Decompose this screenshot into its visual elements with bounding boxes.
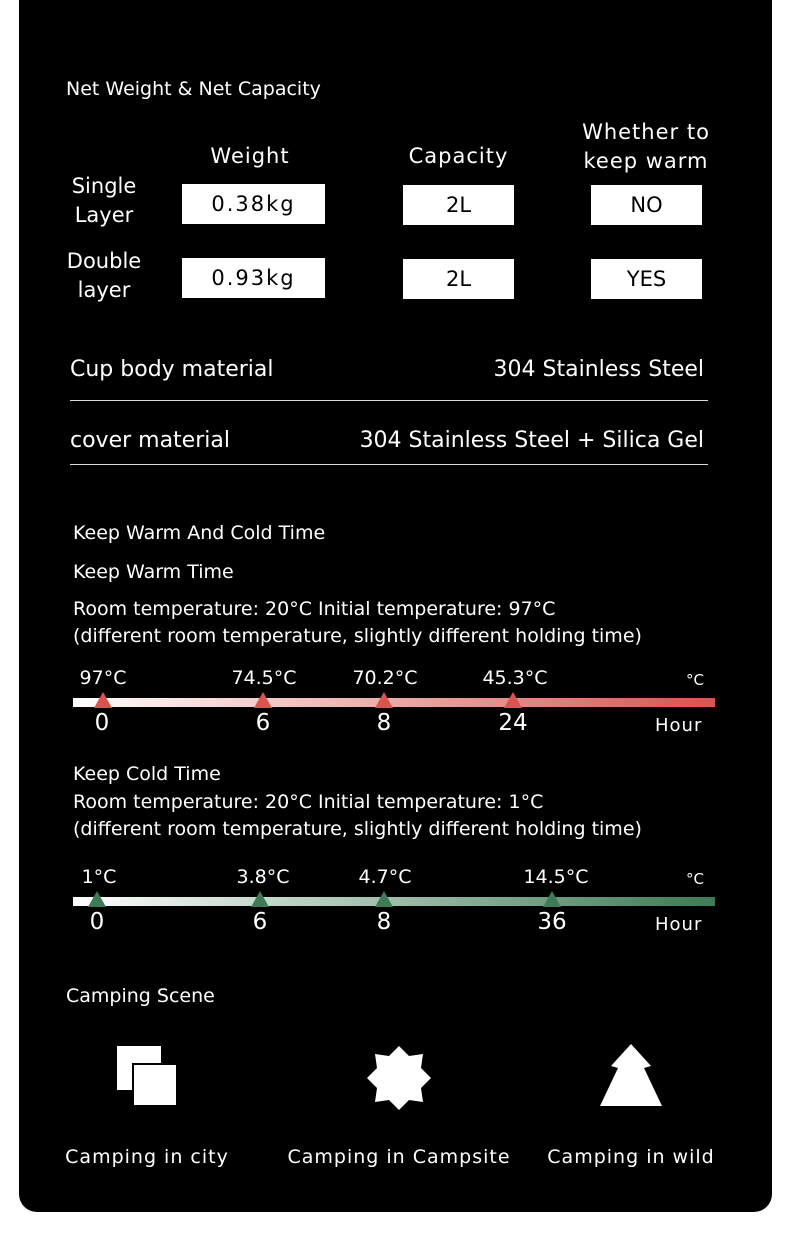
warm-temp-3: 45.3°C <box>482 667 548 689</box>
camping-city-label: Camping in city <box>65 1146 229 1168</box>
single-layer-label-line1: Single <box>71 174 137 198</box>
single-capacity-value: 2L <box>403 185 514 225</box>
material-divider-1 <box>70 400 708 401</box>
warm-marker-1 <box>254 692 272 708</box>
cover-material-label: cover material <box>70 428 230 453</box>
warm-condition: Room temperature: 20°C Initial temperature: 97°C <box>73 598 556 620</box>
city-squares-icon <box>117 1044 179 1108</box>
cold-hour-label: Hour <box>655 914 703 935</box>
keep-warm-header <box>571 118 721 176</box>
spec-card <box>19 0 772 1212</box>
campsite-star-icon <box>367 1046 431 1110</box>
camping-title: Camping Scene <box>66 985 215 1007</box>
single-layer-label-line2: Layer <box>74 203 134 227</box>
double-keep-warm-value: YES <box>591 259 702 299</box>
camping-wild-label: Camping in wild <box>547 1146 715 1168</box>
cup-body-material-label: Cup body material <box>70 357 274 382</box>
cold-hour-1: 6 <box>252 909 268 935</box>
cold-temp-unit: °C <box>686 870 704 888</box>
cold-hour-2: 8 <box>376 909 392 935</box>
weight-header: Weight <box>210 144 290 168</box>
warm-note: (different room temperature, slightly different holding time) <box>73 625 642 647</box>
cold-marker-2 <box>375 891 393 907</box>
material-divider-2 <box>70 464 708 465</box>
warm-marker-0 <box>94 692 112 708</box>
warm-marker-3 <box>504 692 522 708</box>
keep-warm-header-line1: Whether to <box>582 120 710 144</box>
warm-gradient-bar <box>73 698 715 707</box>
net-section-title: Net Weight & Net Capacity <box>66 78 321 100</box>
cold-condition: Room temperature: 20°C Initial temperature: 1°C <box>73 791 544 813</box>
warm-hour-0: 0 <box>94 710 110 736</box>
warm-temp-2: 70.2°C <box>352 667 418 689</box>
cold-temp-0: 1°C <box>81 866 117 888</box>
warm-hour-1: 6 <box>255 710 271 736</box>
double-layer-label <box>54 247 154 305</box>
cold-note: (different room temperature, slightly different holding time) <box>73 818 642 840</box>
keep-warm-title: Keep Warm Time <box>73 561 234 583</box>
cold-temp-2: 4.7°C <box>358 866 412 888</box>
keep-warm-header-line2: keep warm <box>583 149 709 173</box>
warm-marker-2 <box>375 692 393 708</box>
warm-hour-2: 8 <box>376 710 392 736</box>
cold-marker-3 <box>543 891 561 907</box>
cold-gradient-bar <box>73 897 715 906</box>
double-capacity-value: 2L <box>403 259 514 299</box>
warm-temp-1: 74.5°C <box>231 667 297 689</box>
single-weight-value: 0.38kg <box>182 184 325 224</box>
capacity-header: Capacity <box>408 144 509 168</box>
cold-marker-1 <box>251 891 269 907</box>
double-layer-label-line2: layer <box>77 278 131 302</box>
camping-campsite-label: Camping in Campsite <box>287 1146 511 1168</box>
warm-hour-label: Hour <box>655 715 703 736</box>
double-layer-label-line1: Double <box>66 249 142 273</box>
single-layer-label <box>54 172 154 230</box>
cold-marker-0 <box>88 891 106 907</box>
time-section-title: Keep Warm And Cold Time <box>73 522 326 544</box>
double-weight-value: 0.93kg <box>182 258 325 298</box>
keep-cold-title: Keep Cold Time <box>73 763 221 785</box>
warm-temp-0: 97°C <box>79 667 127 689</box>
cup-body-material-value: 304 Stainless Steel <box>493 357 704 382</box>
cover-material-value: 304 Stainless Steel + Silica Gel <box>359 428 704 453</box>
wild-tree-icon <box>599 1044 663 1108</box>
cold-hour-0: 0 <box>89 909 105 935</box>
cold-temp-3: 14.5°C <box>523 866 589 888</box>
warm-hour-3: 24 <box>498 710 528 736</box>
cold-hour-3: 36 <box>537 909 567 935</box>
single-keep-warm-value: NO <box>591 185 702 225</box>
cold-temp-1: 3.8°C <box>236 866 290 888</box>
warm-temp-unit: °C <box>686 671 704 689</box>
